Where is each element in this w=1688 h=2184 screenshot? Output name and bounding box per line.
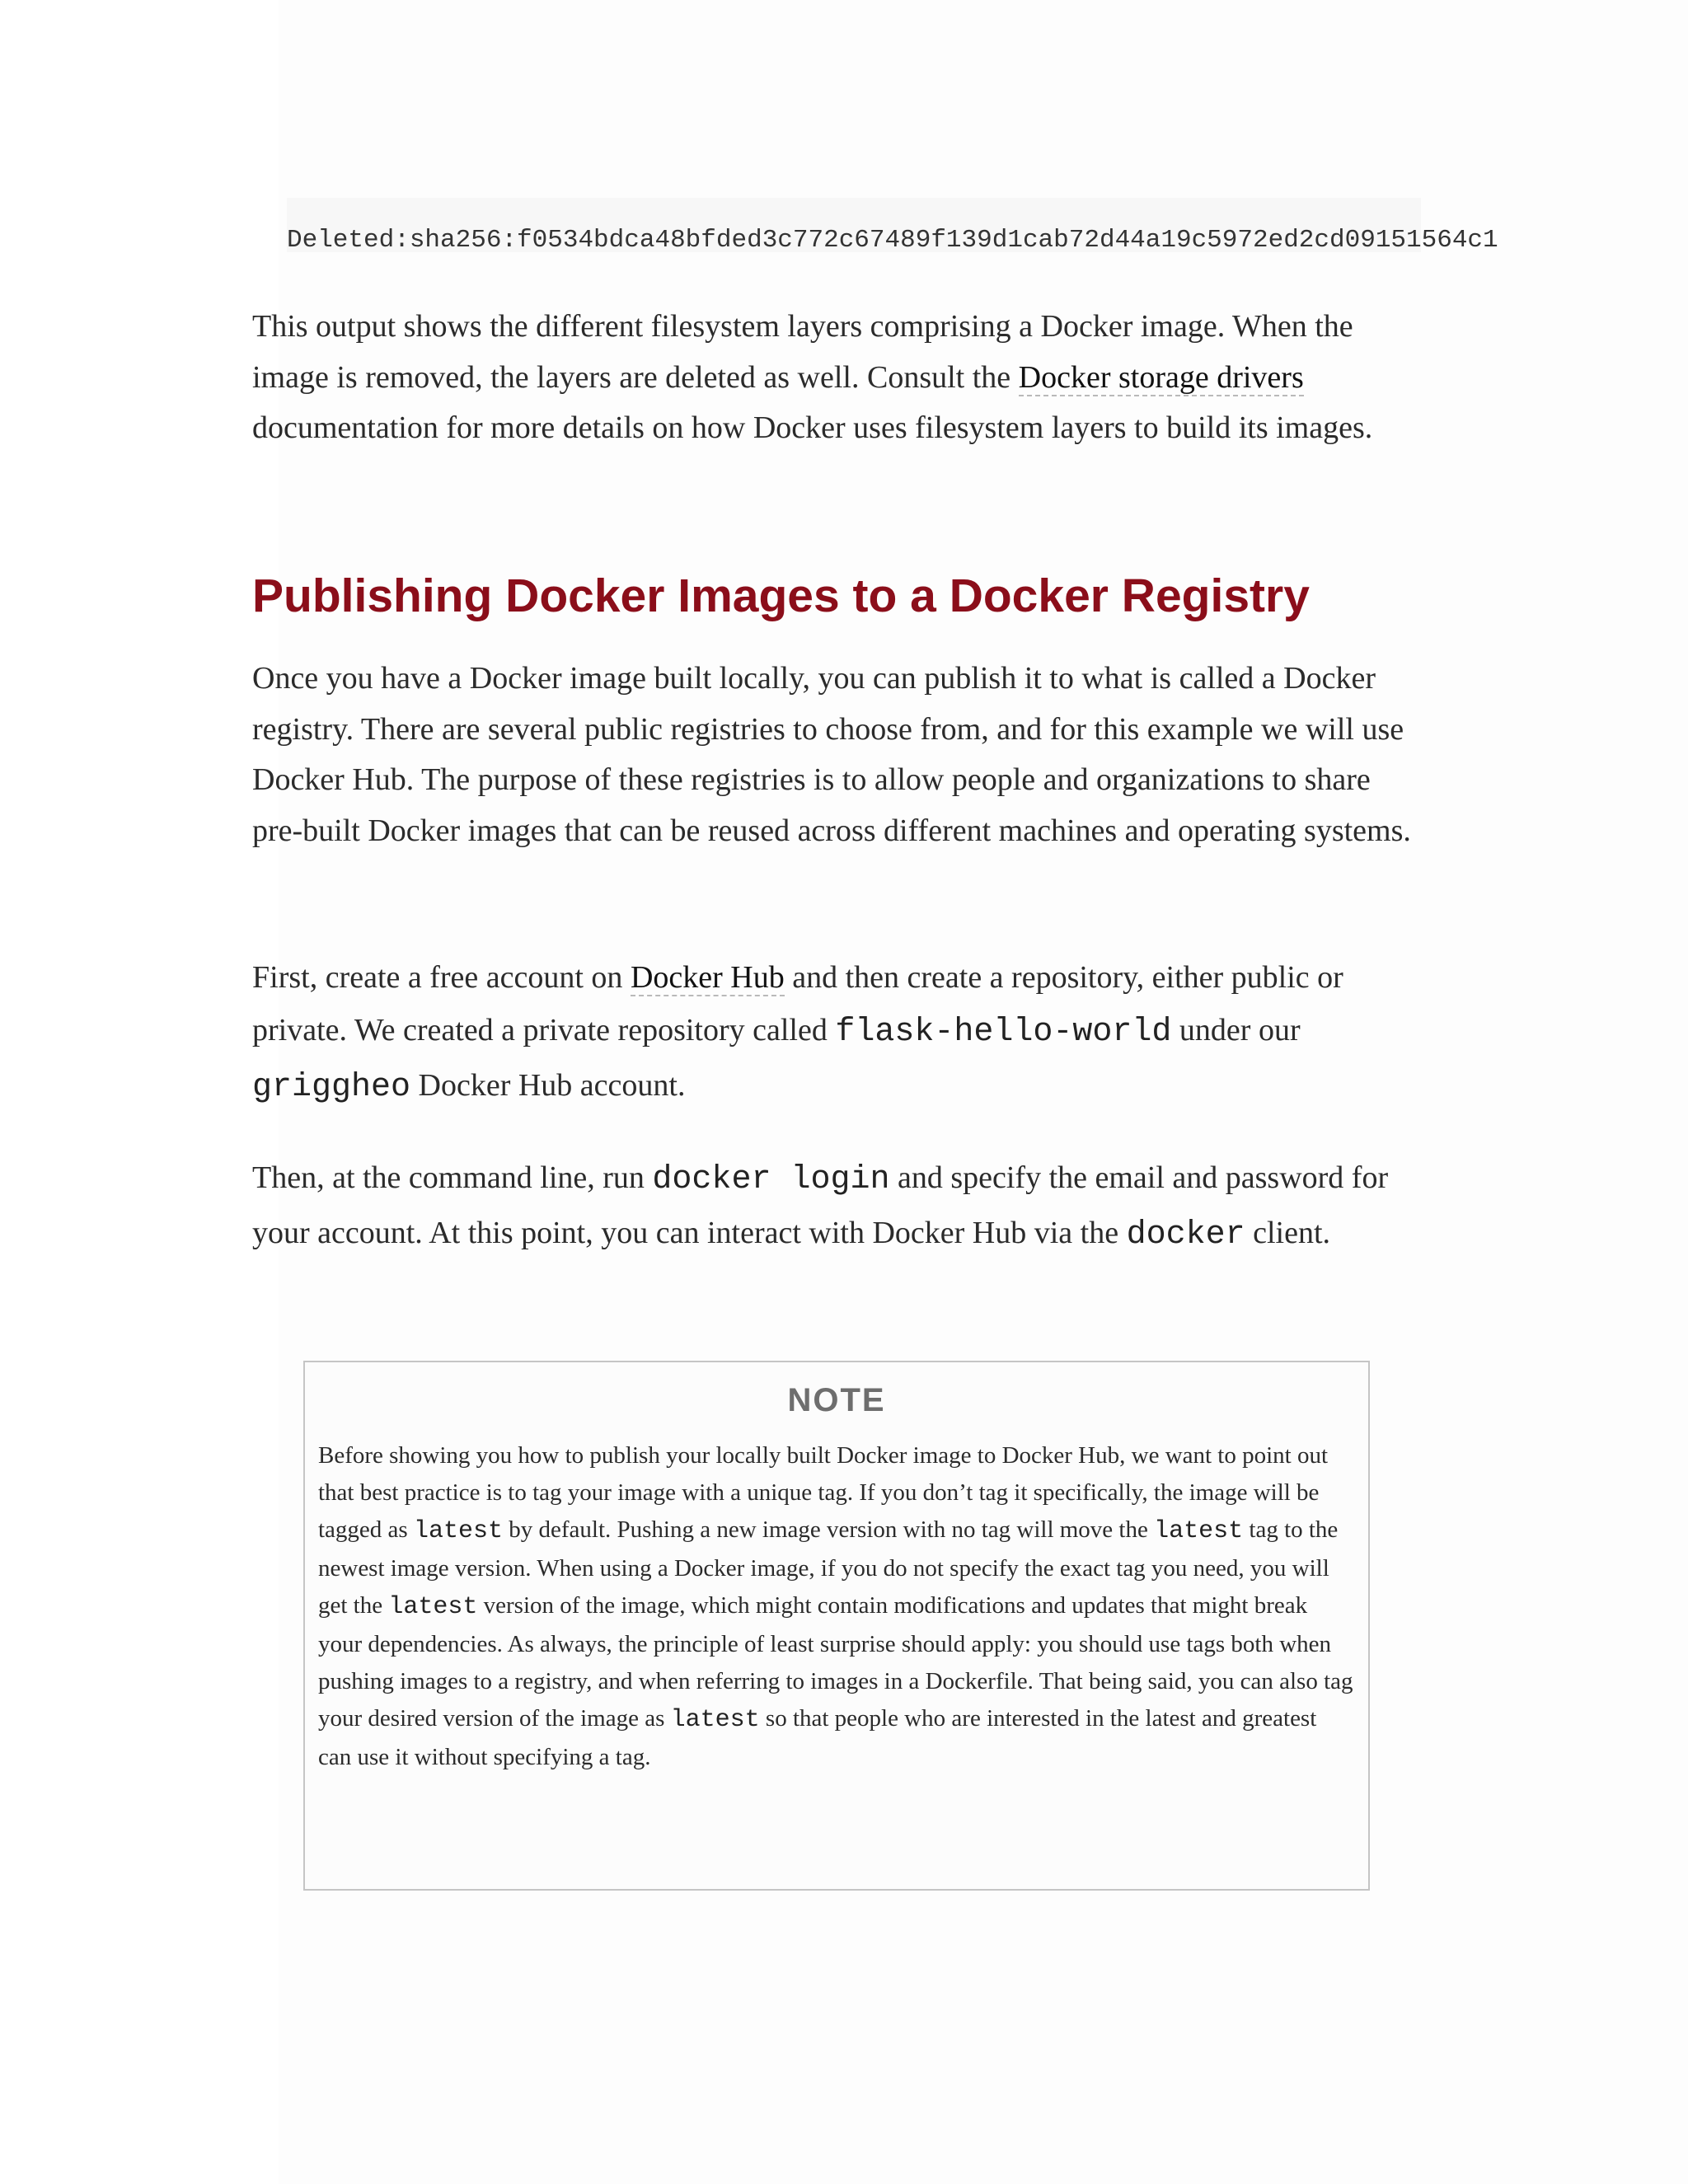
account-name-code: griggheo	[252, 1069, 411, 1106]
docker-storage-drivers-link[interactable]: Docker storage drivers	[1018, 359, 1304, 395]
para3-text-4: Docker Hub account.	[410, 1068, 686, 1103]
paragraph-create-account	[252, 951, 1423, 1114]
para4-text-3: client.	[1245, 1216, 1331, 1250]
note-body	[318, 1437, 1353, 1776]
section-heading: Publishing Docker Images to a Docker Registry	[252, 569, 1310, 622]
latest-tag-code-2: latest	[1154, 1517, 1244, 1545]
docker-hub-link[interactable]: Docker Hub	[630, 960, 785, 995]
code-output-line: Deleted:sha256:f0534bdca48bfded3c772c67489f139d1cab72d44a19c5972ed2cd09151564c1	[287, 226, 1498, 255]
latest-tag-code-3: latest	[388, 1593, 478, 1621]
para1-text-after: documentation for more details on how Docker uses filesystem layers to build its images.	[252, 410, 1373, 445]
repo-name-code: flask-hello-world	[835, 1014, 1172, 1051]
note-text-1: Before showing you how to publish your locally built Docker image to Docker Hub, we want to point out that best practice is to tag your image with a unique tag. If you don’t tag it specifically, the image will be tagged as	[318, 1442, 1329, 1543]
note-text-3: tag to the newest image version. When using a Docker image, if you do not specify the exact tag you need, you will get the	[318, 1516, 1339, 1619]
para3-text-3: under our	[1171, 1013, 1301, 1047]
note-text-4: version of the image, which might contain modifications and updates that might break your dependencies. As always, the principle of least surprise should apply: you should use tags both when pushing images to a registry, and when referring to images in a Dockerfile. That being said, you can also tag your desired version of the image as	[318, 1592, 1353, 1732]
paragraph-docker-login	[252, 1151, 1423, 1262]
paragraph-registry-intro: Once you have a Docker image built locally, you can publish it to what is called a Docker registry. There are several public registries to choose from, and for this example we will use Docker Hub. The purpose of these registries is to allow people and organizations to share pre-built Docker images that can be reused across different machines and operating systems.	[252, 661, 1411, 848]
para3-text-1: First, create a free account on	[252, 960, 631, 995]
para3-text-2: and then create a repository, either public or private. We created a private repository called	[252, 960, 1343, 1047]
docker-login-code: docker login	[652, 1161, 890, 1198]
para4-text-2: and specify the email and password for your account. At this point, you can interact with Docker Hub via the	[252, 1160, 1389, 1250]
latest-tag-code-1: latest	[413, 1517, 503, 1545]
para4-text-1: Then, at the command line, run	[252, 1160, 653, 1195]
paragraph-filesystem-layers	[252, 302, 1423, 454]
para1-text-before: This output shows the different filesystem layers comprising a Docker image. When the image is removed, the layers are deleted as well. Consult the	[252, 309, 1353, 395]
docker-client-code: docker	[1126, 1216, 1245, 1254]
latest-tag-code-4: latest	[670, 1706, 760, 1734]
note-title: NOTE	[787, 1382, 886, 1418]
note-text-2: by default. Pushing a new image version with no tag will move the	[503, 1516, 1155, 1543]
note-box	[303, 1361, 1370, 1891]
note-text-5: so that people who are interested in the latest and greatest can use it without specifying a tag.	[318, 1705, 1317, 1770]
